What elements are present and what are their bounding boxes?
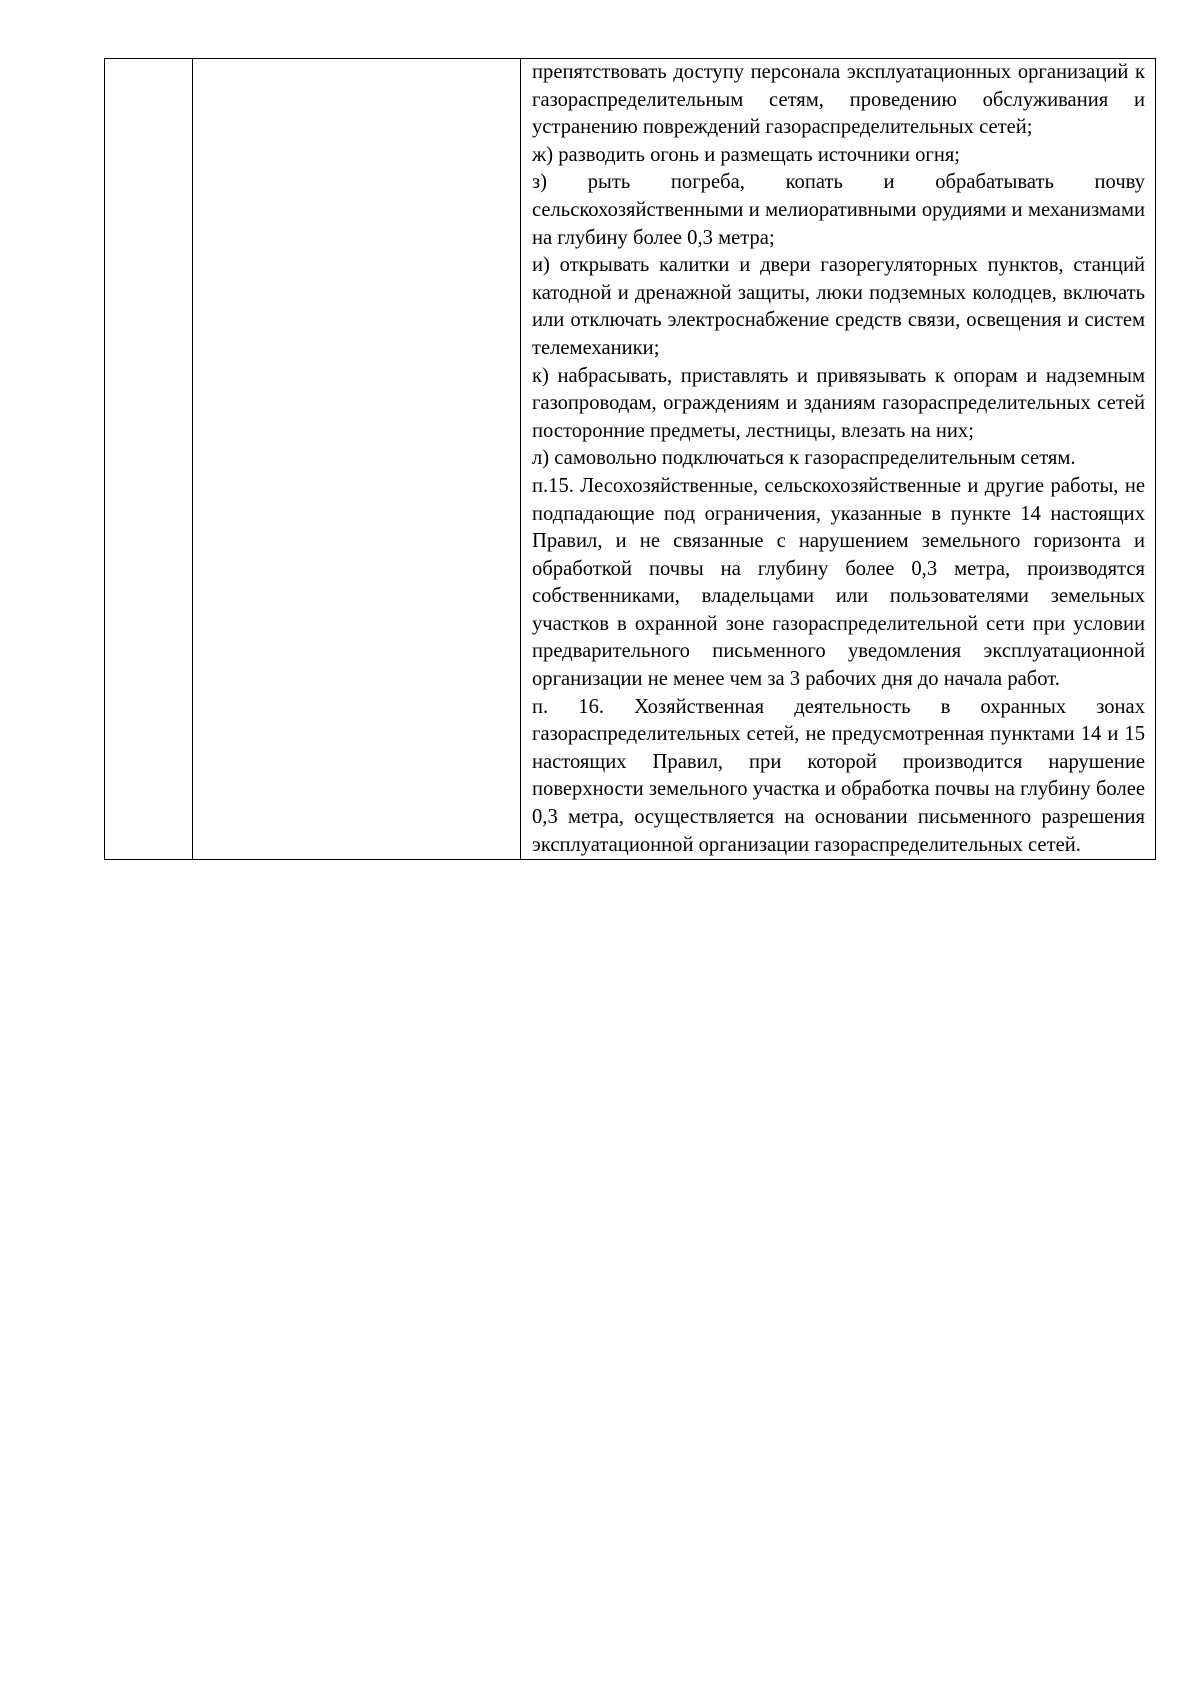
table-cell-number xyxy=(105,59,193,860)
document-table xyxy=(104,58,1156,860)
paragraph: п. 16. Хозяйственная деятельность в охранных зонах газораспределительных сетей, не предусмотренная пунктами 14 и 15 настоящих Правил, при которой производится нарушение поверхности земельного участка и обработка почвы на глубину более 0,3 метра, осуществляется на основании письменного разрешения эксплуатационной организации газораспределительных сетей. xyxy=(532,695,1145,856)
paragraph: ж) разводить огонь и размещать источники огня; xyxy=(532,143,961,166)
table-cell-title xyxy=(193,59,521,860)
table-cell-text xyxy=(521,59,1156,860)
paragraph: и) открывать калитки и двери газорегуляторных пунктов, станций катодной и дренажной защиты, люки подземных колодцев, включать или отключать электроснабжение средств связи, освещения и систем телемеханики; xyxy=(532,254,1145,359)
paragraph: л) самовольно подключаться к газораспределительным сетям. xyxy=(532,447,1076,470)
table-row xyxy=(105,59,1156,860)
paragraph: препятствовать доступу персонала эксплуатационных организаций к газораспределительным сетям, проведению обслуживания и устранению повреждений газораспределительных сетей; xyxy=(532,61,1145,139)
paragraph: п.15. Лесохозяйственные, сельскохозяйственные и другие работы, не подпадающие под ограничения, указанные в пункте 14 настоящих Правил, и не связанные с нарушением земельного горизонта и обработкой почвы на глубину более 0,3 метра, производятся собственниками, владельцами или пользователями земельных участков в охранной зоне газораспределительной сети при условии предварительного письменного уведомления эксплуатационной организации не менее чем за 3 рабочих дня до начала работ. xyxy=(532,474,1145,691)
paragraph: к) набрасывать, приставлять и привязывать к опорам и надземным газопроводам, ограждениям и зданиям газораспределительных сетей посторонние предметы, лестницы, влезать на них; xyxy=(532,364,1145,442)
paragraph: з) рыть погреба, копать и обрабатывать почву сельскохозяйственными и мелиоративными орудиями и механизмами на глубину более 0,3 метра; xyxy=(532,171,1145,249)
